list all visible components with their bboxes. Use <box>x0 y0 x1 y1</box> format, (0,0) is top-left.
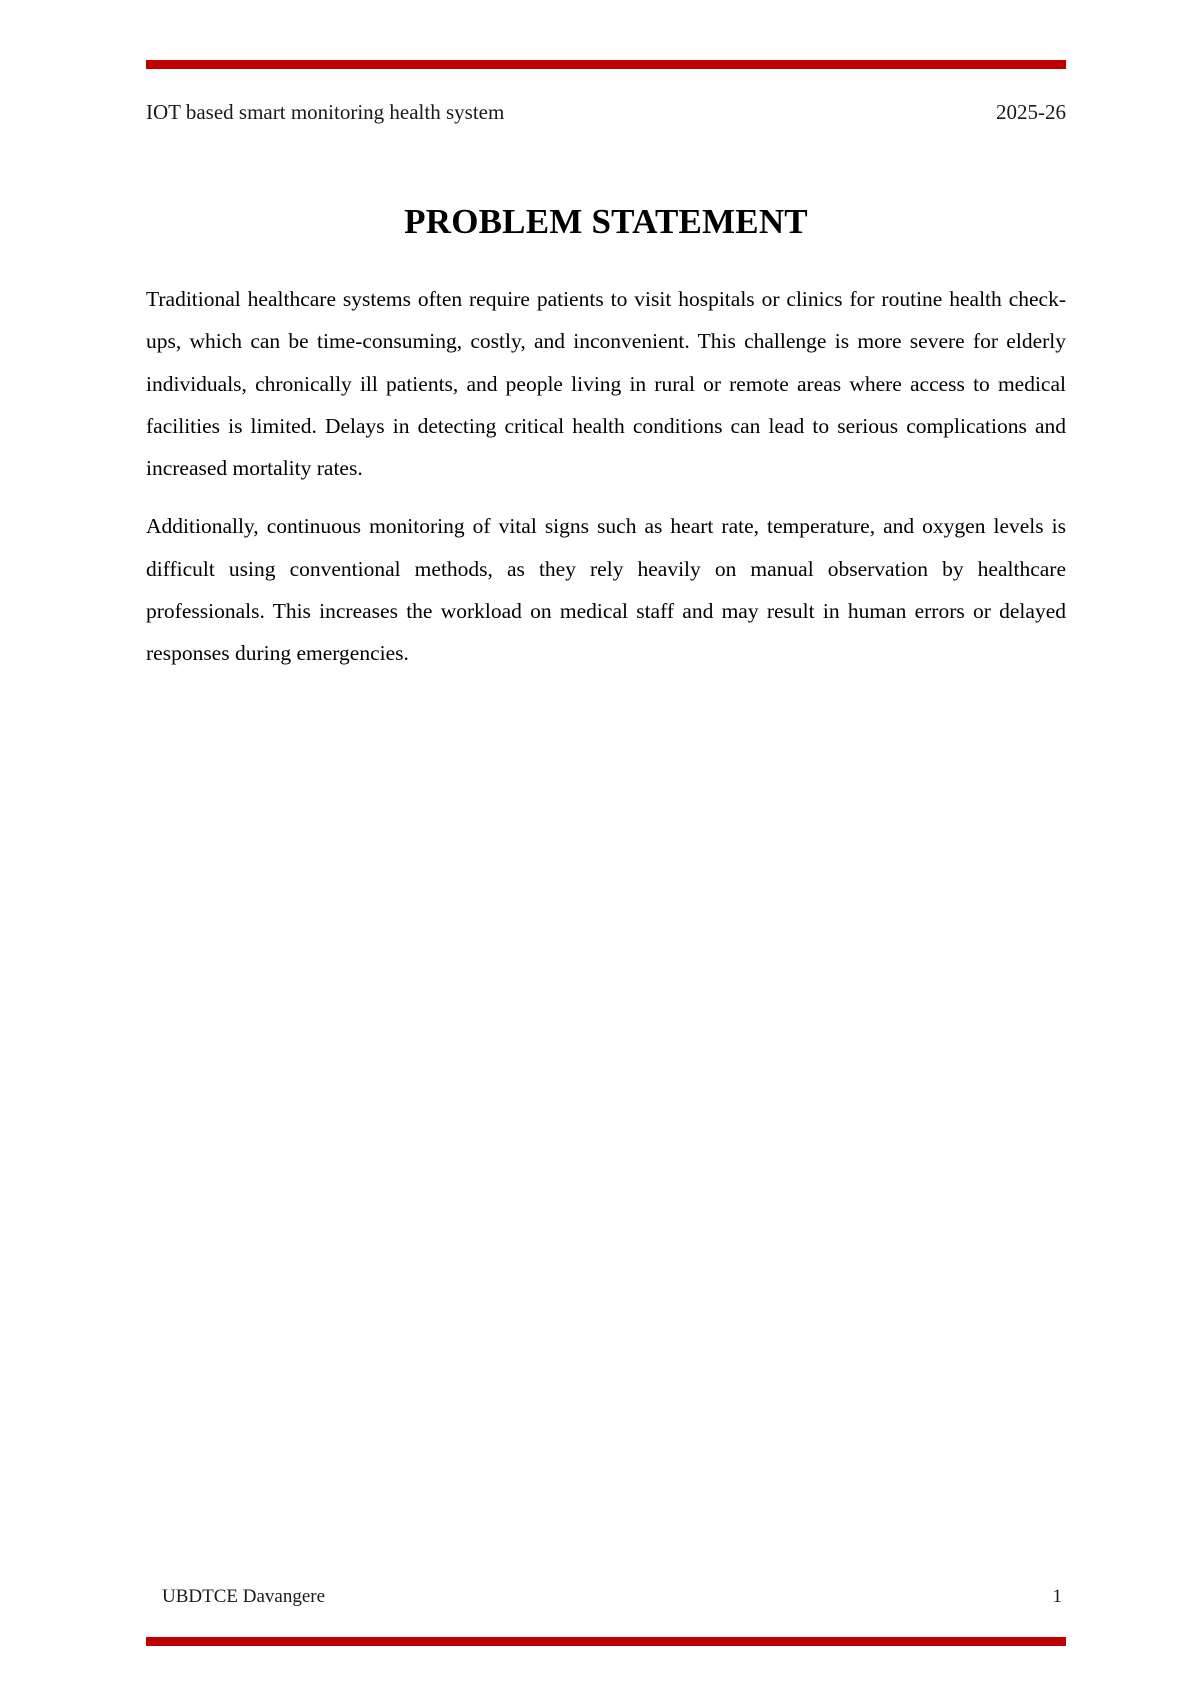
paragraph-2: Additionally, continuous monitoring of vital signs such as heart rate, temperature, and oxygen levels is difficult using conventional methods, as they rely heavily on manual observation by healthcare professionals. This increases the workload on medical staff and may result in human errors or delayed responses during emergencies. <box>146 514 1066 666</box>
paragraph-1: Traditional healthcare systems often require patients to visit hospitals or clinics for routine health check-ups, which can be time-consuming, costly, and inconvenient. This challenge is more severe for elderly individuals, chronically ill patients, and people living in rural or remote areas where access to medical facilities is limited. Delays in detecting critical health conditions can lead to serious complications and increased mortality rates. <box>146 287 1066 481</box>
body-text <box>146 278 1066 691</box>
page-title: PROBLEM STATEMENT <box>404 202 808 241</box>
page-header <box>146 100 1066 125</box>
header-document-title: IOT based smart monitoring health system <box>146 100 505 124</box>
footer-institution: UBDTCE Davangere <box>162 1586 326 1607</box>
page-footer <box>162 1586 1062 1608</box>
header-rule <box>146 60 1066 69</box>
footer-page-number: 1 <box>1052 1586 1062 1607</box>
footer-rule <box>146 1637 1066 1646</box>
header-year: 2025-26 <box>996 100 1066 124</box>
